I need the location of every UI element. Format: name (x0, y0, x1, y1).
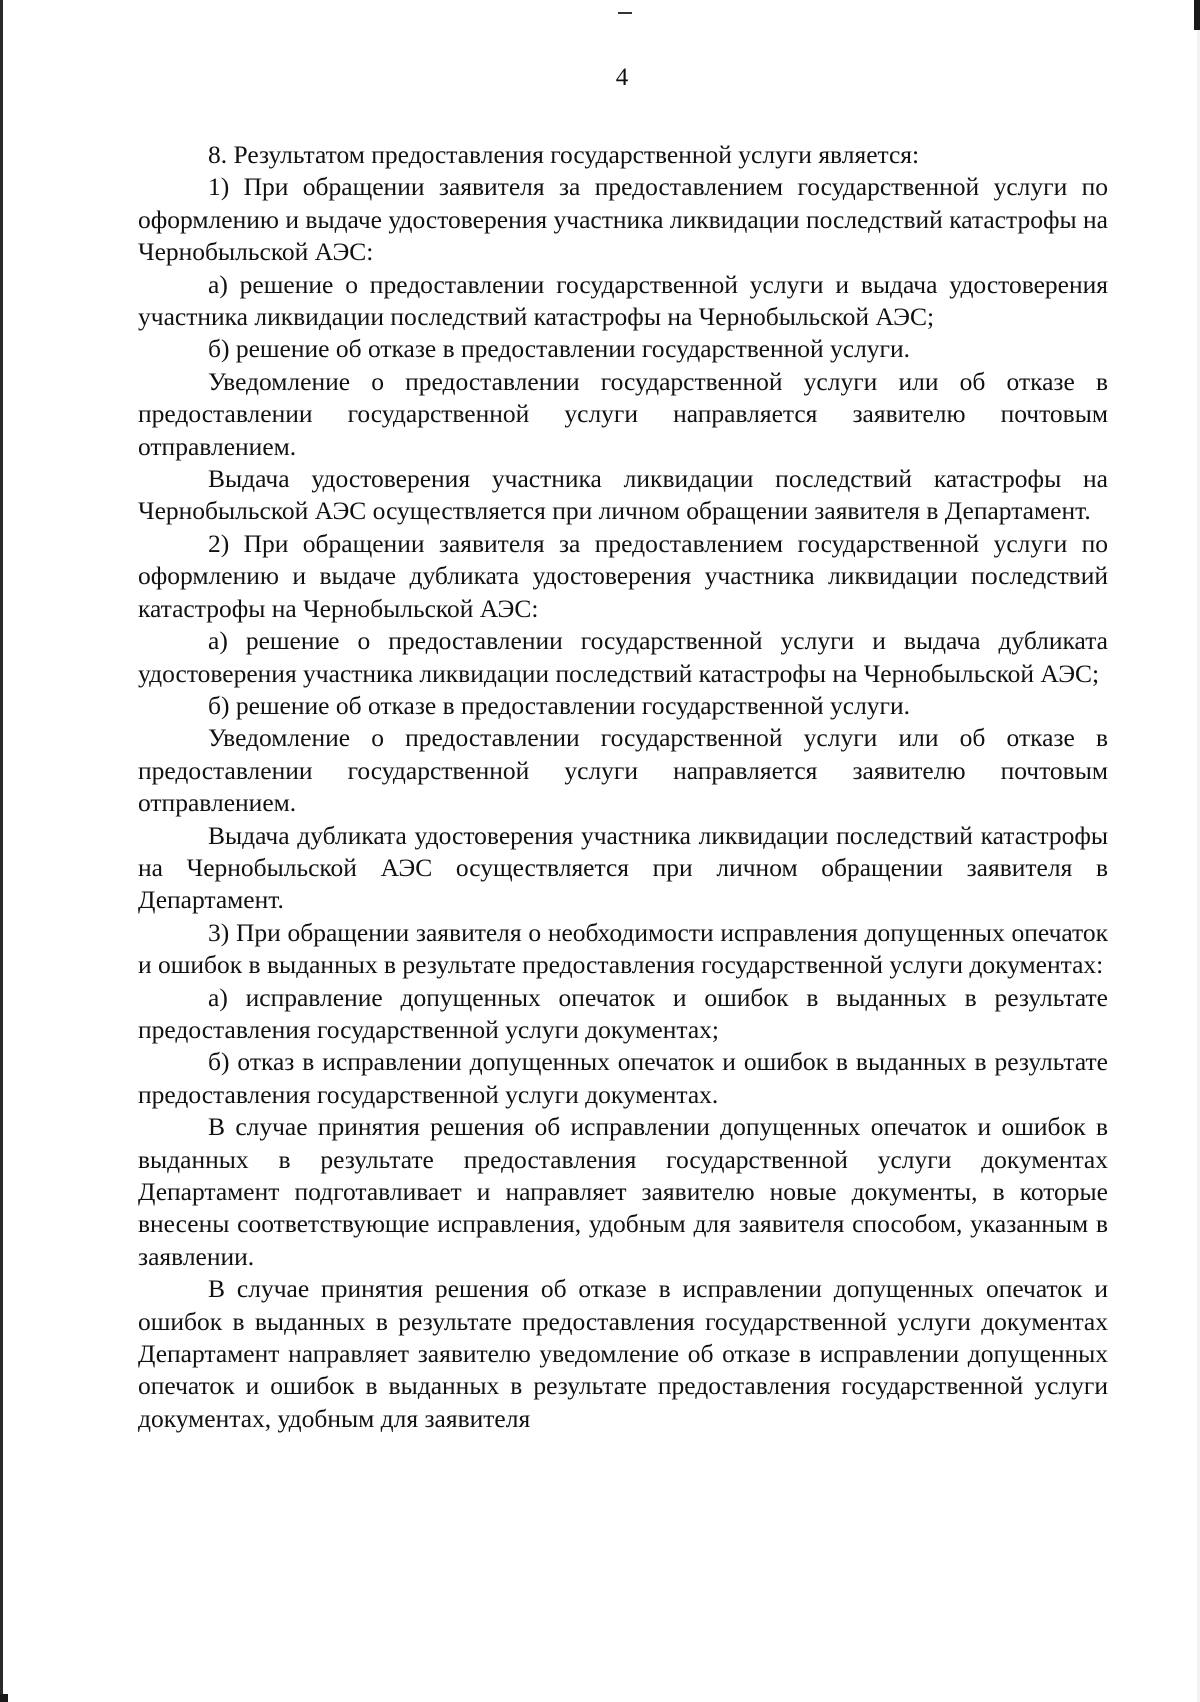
paragraph-subitem-1a: а) решение о предоставлении государственной услуги и выдача удостоверения участника ликвидации последствий катастрофы на Чернобыльской АЭС; (138, 269, 1108, 332)
scan-corner-mark-bottom-left (0, 1694, 8, 1702)
paragraph-subitem-2b: б) решение об отказе в предоставлении государственной услуги. (208, 690, 911, 720)
paragraph-subitem-3a: а) исправление допущенных опечаток и ошибок в выданных в результате предоставления государственной услуги документах; (138, 982, 1108, 1044)
paragraph-subitem-1b: б) решение об отказе в предоставлении государственной услуги. (208, 334, 911, 364)
paragraph-subitem-1: 1) При обращении заявителя за предоставлением государственной услуги по оформлению и выдаче удостоверения участника ликвидации последствий катастрофы на Чернобыльской АЭС: (138, 172, 1108, 267)
paragraph-item-8-heading: 8. Результатом предоставления государственной услуги является: (208, 140, 920, 169)
paragraph-notice-1: Уведомление о предоставлении государственной услуги или об отказе в предоставлении государственной услуги направляется заявителю почтовым отправлением. (138, 366, 1108, 461)
paragraph-subitem-3b: б) отказ в исправлении допущенных опечаток и ошибок в выданных в результате предоставления государственной услуги документах. (138, 1047, 1108, 1109)
paragraph-subitem-2: 2) При обращении заявителя за предоставлением государственной услуги по оформлению и выдаче дубликата удостоверения участника ликвидации последствий катастрофы на Чернобыльской АЭС: (138, 528, 1108, 623)
paragraph-issuance-1: Выдача удостоверения участника ликвидации последствий катастрофы на Чернобыльской АЭС осуществляется при личном обращении заявителя в Департамент. (138, 464, 1108, 526)
paragraph-subitem-2a: а) решение о предоставлении государственной услуги и выдача дубликата удостоверения участника ликвидации последствий катастрофы на Чернобыльской АЭС; (138, 626, 1108, 688)
document-body (138, 139, 1108, 1435)
paragraph-subitem-3: 3) При обращении заявителя о необходимости исправления допущенных опечаток и ошибок в выданных в результате предоставления государственной услуги документах: (138, 917, 1108, 980)
scan-speck (618, 12, 632, 14)
page-number: 4 (615, 64, 629, 91)
scan-corner-mark-top-right (1194, 0, 1200, 30)
scan-left-edge (0, 0, 3, 1702)
paragraph-issuance-2: Выдача дубликата удостоверения участника ликвидации последствий катастрофы на Чернобыльской АЭС осуществляется при личном обращении заявителя в Департамент. (138, 820, 1108, 915)
paragraph-correction-accepted: В случае принятия решения об исправлении допущенных опечаток и ошибок в выданных в результате предоставления государственной услуги документах Департамент подготавливает и направляет заявителю новые документы, в которые внесены соответствующие исправления, удобным для заявителя способом, указанным в заявлении. (138, 1112, 1108, 1271)
paragraph-correction-refused: В случае принятия решения об отказе в исправлении допущенных опечаток и ошибок в выданных в результате предоставления государственной услуги документах Департамент направляет заявителю уведомление об отказе в исправлении допущенных опечаток и ошибок в выданных в результате предоставления государственной услуги документах, удобным для заявителя (138, 1274, 1108, 1433)
paragraph-notice-2: Уведомление о предоставлении государственной услуги или об отказе в предоставлении государственной услуги направляется заявителю почтовым отправлением. (138, 723, 1108, 818)
